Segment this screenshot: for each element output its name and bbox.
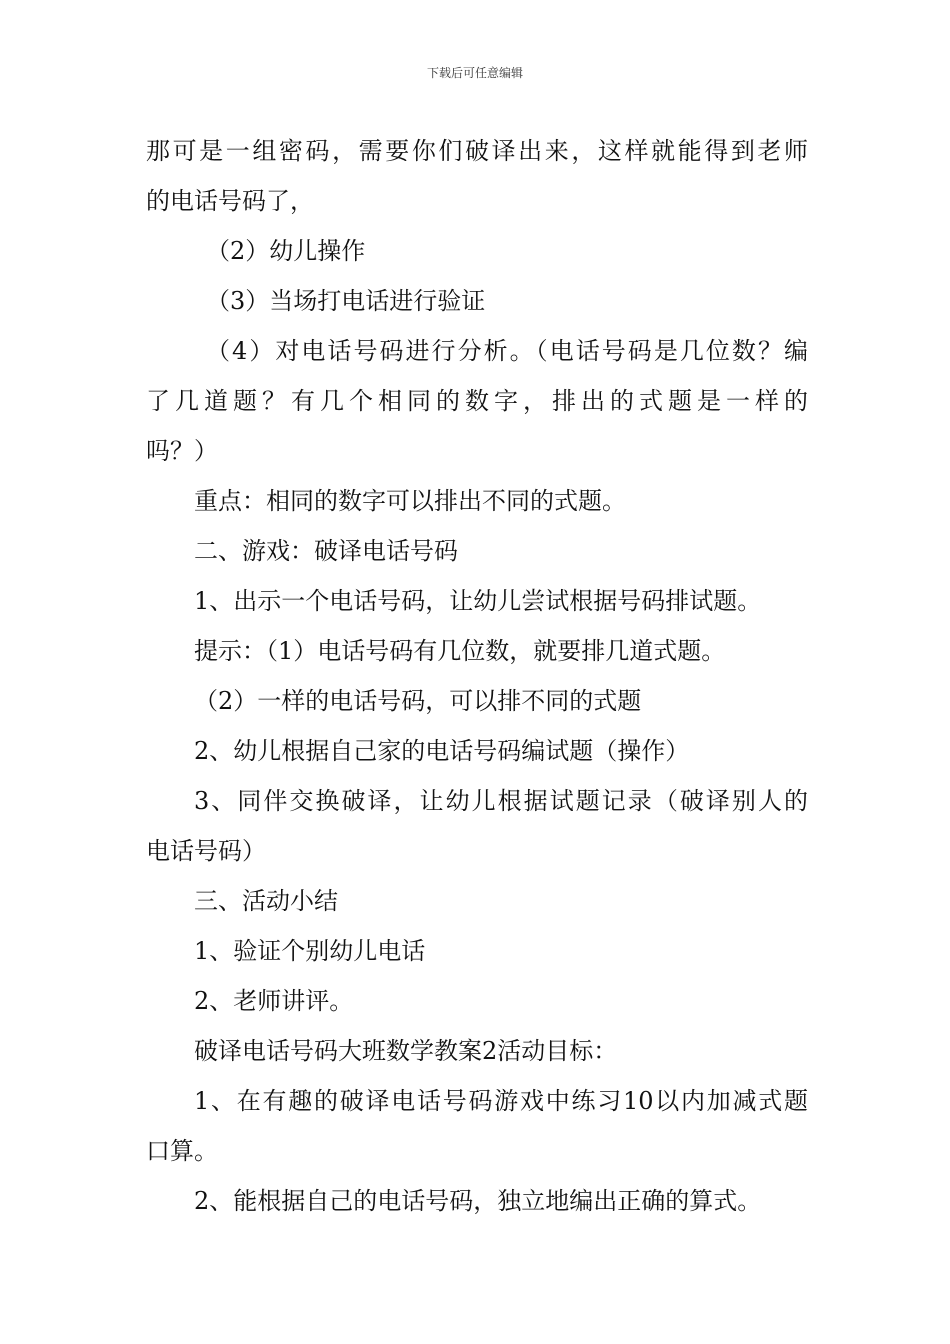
paragraph-line: （4）对电话号码进行分析。（电话号码是几位数？编 [206, 337, 808, 365]
paragraph-line: 3、同伴交换破译，让幼儿根据试题记录（破译别人的 [194, 787, 808, 815]
paragraph-line: 的电话号码了， [146, 187, 314, 215]
paragraph-line: 1、验证个别幼儿电话 [194, 937, 426, 965]
paragraph-line: 口算。 [146, 1137, 218, 1165]
paragraph-line: 1、出示一个电话号码，让幼儿尝试根据号码排试题。 [194, 587, 762, 615]
section-heading: 破译电话号码大班数学教案2活动目标： [194, 1037, 618, 1065]
paragraph-line: 2、能根据自己的电话号码，独立地编出正确的算式。 [194, 1187, 762, 1215]
paragraph-line: 了几道题？有几个相同的数字，排出的式题是一样的 [146, 387, 808, 415]
paragraph-line: （2）幼儿操作 [206, 237, 366, 265]
paragraph-line: 2、老师讲评。 [194, 987, 354, 1015]
paragraph-line: 电话号码） [146, 837, 266, 865]
section-heading: 三、活动小结 [194, 887, 338, 915]
paragraph-line: 1、在有趣的破译电话号码游戏中练习10以内加减式题 [194, 1087, 808, 1115]
paragraph-line: 吗？） [146, 437, 218, 465]
paragraph-line: 重点：相同的数字可以排出不同的式题。 [194, 487, 626, 515]
paragraph-line: 那可是一组密码，需要你们破译出来，这样就能得到老师 [146, 137, 808, 165]
document-body [146, 126, 808, 1226]
paragraph-line: 提示：（1）电话号码有几位数，就要排几道式题。 [194, 637, 726, 665]
paragraph-line: （2）一样的电话号码，可以排不同的式题 [194, 687, 642, 715]
paragraph-line: （3）当场打电话进行验证 [206, 287, 486, 315]
paragraph-line: 2、幼儿根据自己家的电话号码编试题（操作） [194, 737, 690, 765]
section-heading: 二、游戏：破译电话号码 [194, 537, 458, 565]
page-header: 下载后可任意编辑 [426, 66, 523, 80]
